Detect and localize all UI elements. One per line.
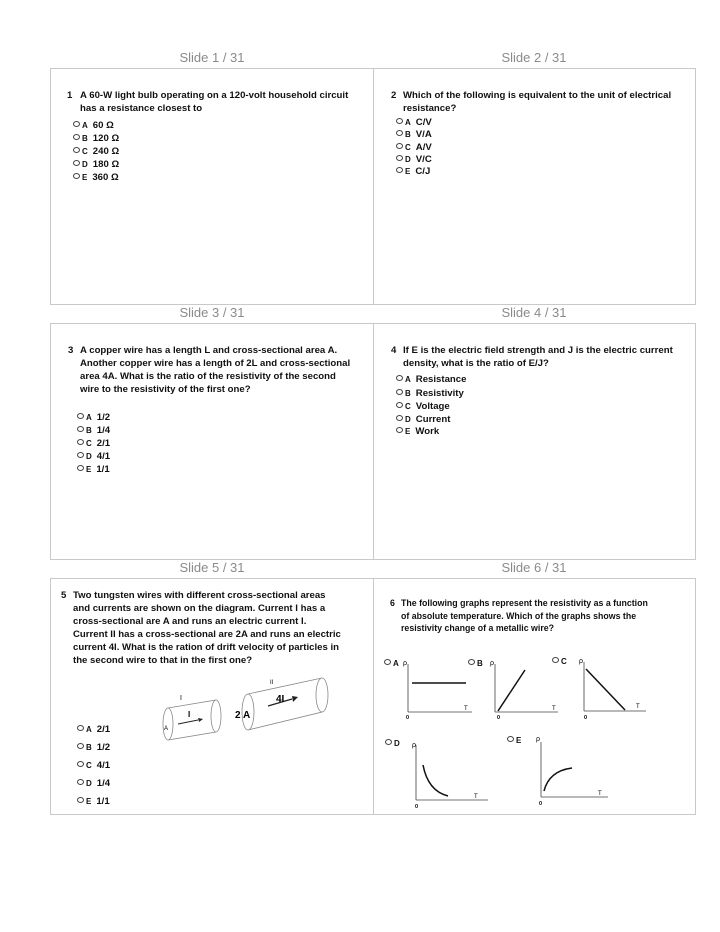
current-two-label: 4I [276, 694, 285, 705]
current-one-label: I [188, 710, 191, 719]
radio-icon[interactable] [77, 452, 84, 458]
radio-icon[interactable] [384, 659, 391, 665]
radio-icon[interactable] [396, 415, 403, 421]
radio-icon[interactable] [396, 130, 403, 136]
origin-label: 0 [415, 804, 419, 810]
wire-diagram [156, 672, 336, 752]
slide-2 [373, 68, 696, 305]
origin-label: 0 [584, 715, 588, 721]
radio-icon[interactable] [77, 465, 84, 471]
slide-3-label: Slide 3 / 31 [179, 305, 245, 320]
graph-b [486, 659, 561, 721]
option-c[interactable]: C 240 Ω [73, 146, 119, 158]
slide-3 [50, 323, 374, 560]
slide-4 [373, 323, 696, 560]
area-two-label: 2 A [235, 710, 251, 721]
graph-option-c[interactable]: C [552, 656, 567, 668]
question-number: 5 [61, 590, 67, 601]
radio-icon[interactable] [396, 427, 403, 433]
question-text: Two tungsten wires with different cross-sectional areas and currents are shown on the diagram. Current I has a cross-sectional are A and runs an electric current I. Current II has a cross-sectional are 2A and runs an electric current 4I. What is the ration of drift velocity of particles in the second wire to that in the first one? [73, 590, 341, 666]
graph-option-d[interactable]: D [385, 738, 400, 750]
area-one-label: A [164, 726, 169, 732]
y-axis-label: ρ [536, 736, 540, 743]
y-axis-label: ρ [403, 660, 407, 667]
x-axis-label: T [474, 794, 478, 800]
x-axis-label: T [636, 704, 640, 710]
radio-icon[interactable] [73, 160, 80, 166]
option-d[interactable]: D 1/4 [77, 778, 110, 790]
radio-icon[interactable] [77, 413, 84, 419]
wire-two-label: II [270, 680, 274, 686]
question-text: The following graphs represent the resistivity as a function of absolute temperature. Which of the graphs shows the resistivity change of a metallic wire? [401, 598, 648, 633]
option-e[interactable]: E Work [396, 426, 439, 438]
option-a[interactable]: A C/V [396, 117, 432, 129]
option-d[interactable]: D V/C [396, 154, 432, 166]
slide-6-label: Slide 6 / 31 [501, 560, 567, 575]
slide-1 [50, 68, 374, 305]
question-text: Which of the following is equivalent to the unit of electrical resistance? [403, 90, 672, 114]
option-c[interactable]: C Voltage [396, 401, 450, 413]
radio-icon[interactable] [468, 659, 475, 665]
slide-5-label: Slide 5 / 31 [179, 560, 245, 575]
graph-option-e[interactable]: E [507, 735, 521, 747]
y-axis-label: ρ [579, 658, 583, 665]
question-text: A 60-W light bulb operating on a 120-volt household circuit has a resistance closest to [80, 90, 349, 114]
option-d[interactable]: D 4/1 [77, 451, 110, 463]
option-a[interactable]: A 1/2 [77, 412, 110, 424]
x-axis-label: T [598, 791, 602, 797]
slide-4-label: Slide 4 / 31 [501, 305, 567, 320]
y-axis-label: ρ [412, 742, 416, 749]
slide-1-label: Slide 1 / 31 [179, 50, 245, 65]
radio-icon[interactable] [396, 143, 403, 149]
radio-icon[interactable] [77, 779, 84, 785]
radio-icon[interactable] [77, 797, 84, 803]
graph-c [572, 657, 648, 721]
option-b[interactable]: B V/A [396, 129, 432, 141]
radio-icon[interactable] [396, 402, 403, 408]
x-axis-label: T [464, 706, 468, 712]
option-a[interactable]: A 2/1 [77, 724, 110, 736]
question-number: 6 [390, 598, 395, 608]
option-b[interactable]: B 1/2 [77, 742, 110, 754]
question-number: 4 [391, 345, 397, 356]
wire-two [242, 678, 328, 730]
option-b[interactable]: B 1/4 [77, 425, 110, 437]
question-number: 2 [391, 90, 397, 101]
radio-icon[interactable] [73, 121, 80, 127]
option-b[interactable]: B 120 Ω [73, 133, 119, 145]
radio-icon[interactable] [77, 725, 84, 731]
wire-one [163, 700, 221, 740]
origin-label: 0 [406, 715, 410, 721]
option-d[interactable]: D Current [396, 414, 450, 426]
graph-e [532, 734, 610, 806]
wire-one-label: I [180, 695, 182, 702]
option-e[interactable]: E 1/1 [77, 464, 110, 476]
radio-icon[interactable] [77, 743, 84, 749]
slide-6 [373, 578, 696, 815]
option-e[interactable]: E C/J [396, 166, 430, 178]
radio-icon[interactable] [77, 426, 84, 432]
radio-icon[interactable] [396, 389, 403, 395]
origin-label: 0 [539, 801, 543, 806]
option-d[interactable]: D 180 Ω [73, 159, 119, 171]
option-c[interactable]: C 4/1 [77, 760, 110, 772]
radio-icon[interactable] [77, 761, 84, 767]
option-b[interactable]: B Resistivity [396, 388, 464, 400]
option-c[interactable]: C A/V [396, 142, 432, 154]
graph-d [410, 739, 490, 811]
graph-option-b[interactable]: B [468, 658, 483, 670]
option-e[interactable]: E 1/1 [77, 796, 110, 808]
question-text: A copper wire has a length L and cross-sectional area A. Another copper wire has a length of 2L and cross-sectional area 4A. What is the ratio of the resistivity of the second wire to the resistivity of the first one? [80, 345, 351, 395]
option-a[interactable]: A 60 Ω [73, 120, 114, 132]
graph-a [402, 659, 477, 721]
radio-icon[interactable] [73, 147, 80, 153]
origin-label: 0 [497, 715, 501, 721]
radio-icon[interactable] [396, 167, 403, 173]
slide-2-label: Slide 2 / 31 [501, 50, 567, 65]
radio-icon[interactable] [396, 375, 403, 381]
radio-icon[interactable] [385, 739, 392, 745]
slide-5 [50, 578, 374, 815]
option-c[interactable]: C 2/1 [77, 438, 110, 450]
question-number: 1 [67, 90, 73, 101]
radio-icon[interactable] [396, 118, 403, 124]
radio-icon[interactable] [507, 736, 514, 742]
radio-icon[interactable] [77, 439, 84, 445]
y-axis-label: ρ [490, 660, 494, 667]
x-axis-label: T [552, 706, 556, 712]
radio-icon[interactable] [396, 155, 403, 161]
question-text: If E is the electric field strength and J is the electric current density, what is the ratio of E/J? [403, 345, 673, 369]
option-a[interactable]: A Resistance [396, 374, 466, 386]
option-e[interactable]: E 360 Ω [73, 172, 119, 184]
graph-option-a[interactable]: A [384, 658, 399, 670]
radio-icon[interactable] [73, 173, 80, 179]
question-number: 3 [68, 345, 74, 356]
radio-icon[interactable] [552, 657, 559, 663]
radio-icon[interactable] [73, 134, 80, 140]
